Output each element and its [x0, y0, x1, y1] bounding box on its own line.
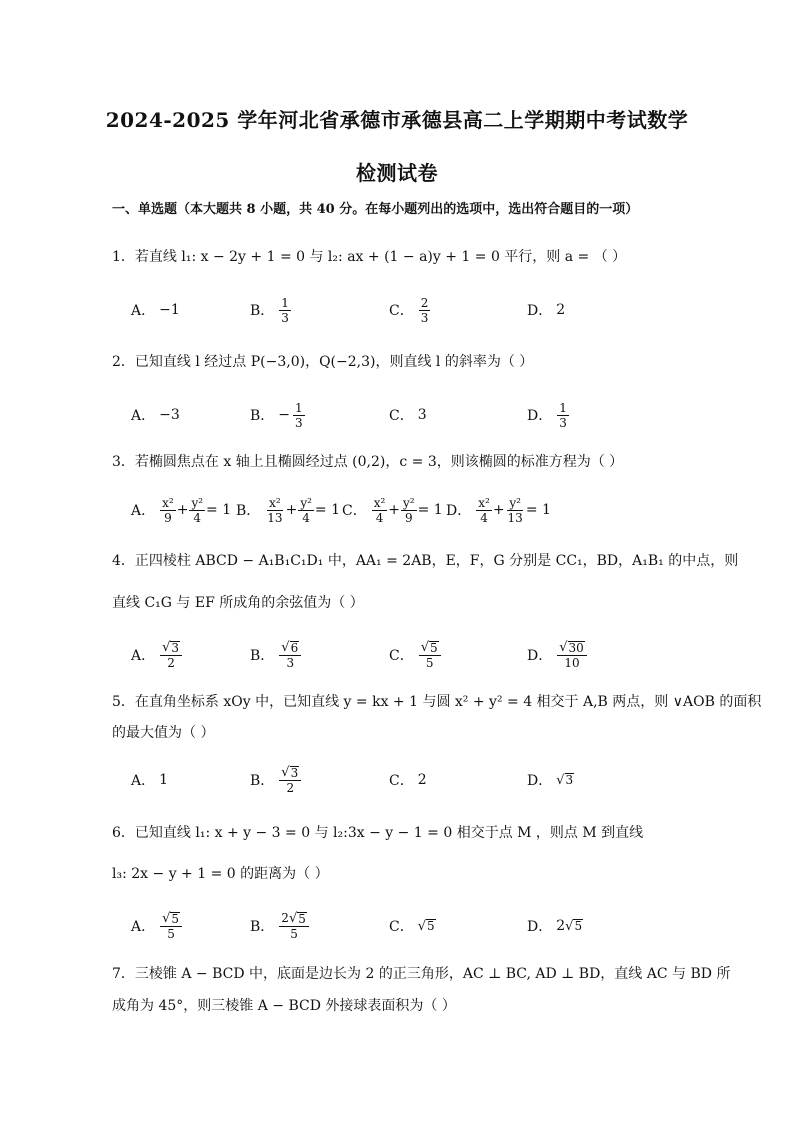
exam-title-line-1: 2024-2025 学年河北省承德市承德县高二上学期期中考试数学: [105, 108, 689, 132]
option-label: C．: [389, 408, 414, 424]
option-label: C．: [342, 503, 367, 519]
option-label: D．: [527, 303, 553, 319]
question-5-stem-line-1: 5．在直角坐标系 xOy 中，已知直线 y = kx + 1 与圆 x² + y² = 4 相交于 A,B 两点，则 ∨AOB 的面积: [112, 694, 762, 710]
equals-one: = 1: [206, 502, 232, 518]
fraction: $\frac{1}{3}$: [559, 400, 567, 430]
plus-sign: +: [388, 502, 401, 518]
q4-option-d[interactable]: [527, 635, 588, 675]
fraction: √ 5 5: [419, 640, 441, 670]
fraction: √ 30 10: [557, 640, 587, 670]
fraction: $\frac{\text{x²}}{13}$: [267, 495, 283, 525]
q5-option-b[interactable]: [250, 760, 302, 800]
question-2-stem: 2．已知直线 l 经过点 P(−3,0)，Q(−2,3)，则直线 l 的斜率为（ ）: [112, 354, 534, 370]
fraction: 2 √ 5 5: [279, 911, 309, 941]
q2-option-c[interactable]: [389, 395, 427, 435]
option-label: D．: [527, 648, 553, 664]
option-label: D．: [527, 408, 553, 424]
q2-option-a[interactable]: [131, 395, 180, 435]
fraction: √ 5 5: [160, 911, 182, 941]
section-heading: 一、单选题（本大题共 8 小题，共 40 分。在每小题列出的选项中，选出符合题目的一项）: [112, 202, 639, 217]
question-6-stem-line-2: l₃: 2x − y + 1 = 0 的距离为（ ）: [112, 866, 329, 882]
option-value: −3: [159, 407, 180, 423]
q6-option-b[interactable]: [250, 906, 310, 946]
question-1-stem: 1．若直线 l₁: x − 2y + 1 = 0 与 l₂: ax + (1 − a)y + 1 = 0 平行，则 a = （ ）: [112, 249, 627, 265]
fraction: $\frac{\text{y²}}{9}$: [403, 495, 415, 525]
square-root: √ 3: [556, 772, 574, 788]
question-6-stem-line-1: 6．已知直线 l₁: x + y − 3 = 0 与 l₂:3x − y − 1 = 0 相交于点 M ，则点 M 到直线: [112, 825, 644, 841]
question-7-stem-line-2: 成角为 45°，则三棱锥 A − BCD 外接球表面积为（ ）: [112, 998, 456, 1014]
option-label: B．: [250, 773, 275, 789]
q6-option-a[interactable]: [131, 906, 183, 946]
coefficient: 2: [556, 918, 566, 934]
q3-option-c[interactable]: [342, 490, 443, 530]
plus-sign: +: [176, 502, 189, 518]
question-4-stem-line-1: 4．正四棱柱 ABCD − A₁B₁C₁D₁ 中，AA₁ = 2AB，E，F，G 分别是 CC₁，BD，A₁B₁ 的中点，则: [112, 553, 739, 569]
q2-option-b[interactable]: [250, 395, 306, 435]
fraction: $\frac{\text{y²}}{4}$: [191, 495, 204, 525]
question-4-stem-line-2: 直线 C₁G 与 EF 所成角的余弦值为（ ）: [112, 595, 364, 611]
equals-one: = 1: [525, 502, 551, 518]
option-label: B．: [236, 503, 261, 519]
option-value: 2: [556, 302, 566, 318]
option-label: B．: [250, 919, 275, 935]
question-7-stem-line-1: 7．三棱锥 A − BCD 中，底面是边长为 2 的正三角形，AC ⊥ BC, AD ⊥ BD，直线 AC 与 BD 所: [112, 966, 731, 982]
fraction: $\frac{1}{3}$: [281, 295, 289, 325]
q4-option-c[interactable]: [389, 635, 442, 675]
option-label: A．: [131, 408, 156, 424]
fraction: $\frac{\text{x²}}{4}$: [373, 495, 386, 525]
q1-option-d[interactable]: [527, 290, 565, 330]
option-label: D．: [527, 919, 553, 935]
exam-title-line-2: 检测试卷: [356, 161, 438, 185]
option-label: C．: [389, 773, 414, 789]
question-3-stem: 3．若椭圆焦点在 x 轴上且椭圆经过点 (0,2)，c = 3，则该椭圆的标准方程为（ ）: [112, 454, 624, 470]
fraction: √ 3 2: [279, 765, 301, 795]
q5-option-c[interactable]: [389, 760, 427, 800]
q5-option-a[interactable]: [131, 760, 168, 800]
plus-sign: +: [285, 502, 298, 518]
option-label: D．: [527, 773, 553, 789]
q4-option-a[interactable]: [131, 635, 183, 675]
option-label: A．: [131, 773, 156, 789]
fraction: $\frac{2}{3}$: [420, 295, 429, 325]
q6-option-c[interactable]: [389, 906, 436, 946]
option-label: C．: [389, 919, 414, 935]
q1-option-b[interactable]: [250, 290, 292, 330]
equals-one: = 1: [417, 502, 443, 518]
equals-one: = 1: [314, 502, 340, 518]
square-root: √ 5: [417, 918, 435, 934]
option-label: D．: [446, 503, 472, 519]
option-label: A．: [131, 919, 156, 935]
minus-sign: −: [278, 407, 291, 423]
fraction: √ 3 2: [160, 640, 182, 670]
fraction: $\frac{\text{x²}}{4}$: [478, 495, 490, 525]
q4-option-b[interactable]: [250, 635, 302, 675]
fraction: √ 6 3: [279, 640, 301, 670]
option-value: 3: [417, 407, 427, 423]
q3-option-d[interactable]: [446, 490, 551, 530]
q6-option-d[interactable]: [527, 906, 583, 946]
option-label: A．: [131, 648, 156, 664]
q1-option-c[interactable]: [389, 290, 431, 330]
fraction: $\frac{\text{y²}}{4}$: [300, 495, 312, 525]
option-value: 1: [159, 772, 169, 788]
option-value: −1: [159, 302, 180, 318]
plus-sign: +: [492, 502, 505, 518]
fraction: $\frac{1}{3}$: [295, 400, 303, 430]
option-label: B．: [250, 408, 275, 424]
square-root: √ 5: [565, 918, 583, 934]
option-label: B．: [250, 303, 275, 319]
option-label: A．: [131, 503, 156, 519]
q2-option-d[interactable]: [527, 395, 570, 435]
fraction: $\frac{\text{x²}}{9}$: [162, 495, 174, 525]
fraction: $\frac{\text{y²}}{13}$: [507, 495, 523, 525]
option-label: B．: [250, 648, 275, 664]
q3-option-b[interactable]: [236, 490, 340, 530]
question-5-stem-line-2: 的最大值为（ ）: [112, 725, 215, 741]
q1-option-a[interactable]: [131, 290, 180, 330]
option-value: 2: [417, 772, 427, 788]
q3-option-a[interactable]: [131, 490, 231, 530]
option-label: A．: [131, 303, 156, 319]
option-label: C．: [389, 303, 414, 319]
q5-option-d[interactable]: [527, 760, 574, 800]
option-label: C．: [389, 648, 414, 664]
